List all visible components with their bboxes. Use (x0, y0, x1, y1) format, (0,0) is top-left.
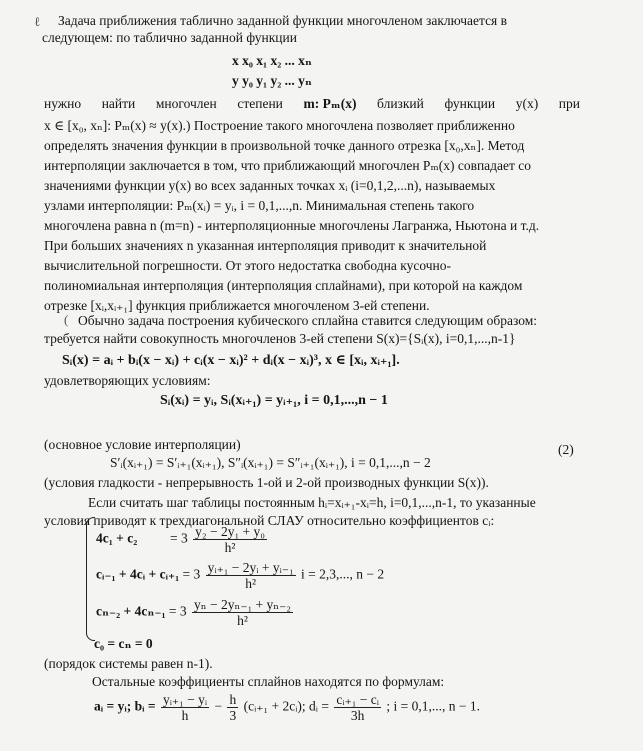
text-line: отрезке [xᵢ,xᵢ₊₁] функция приближается многочленом 3-ей степени. (44, 298, 430, 313)
smoothness-condition: S′ᵢ(xᵢ₊₁) = S′ᵢ₊₁(xᵢ₊₁), S″ᵢ(xᵢ₊₁) = S″ᵢ₊₁(xᵢ₊₁), i = 0,1,...,n − 2 (110, 455, 431, 470)
text-line: значениями функции y(x) во всех заданных точках xᵢ (i=0,1,2,...n), называемых (44, 178, 496, 193)
text-line: интерполяции заключается в том, что приближающий многочлен Pₘ(x) совпадает со (44, 158, 532, 173)
interpolation-condition: Sᵢ(xᵢ) = yᵢ, Sᵢ(xᵢ₊₁) = yᵢ₊₁, i = 0,1,...,n − 1 (160, 393, 388, 408)
coefficient-formulas: aᵢ = yᵢ; bᵢ = $\frac{\text{yᵢ₊₁ − yᵢ}}{h}$ − $\frac{h}{3}$ (cᵢ₊₁ + 2cᵢ); dᵢ = $\frac{\text{cᵢ₊₁ − cᵢ}}{3h}$ ; i = 0,1,..., n − 1. (94, 692, 480, 723)
text-line: Остальные коэффициенты сплайнов находятся по формулам: (92, 674, 445, 689)
spline-formula: Sᵢ(x) = aᵢ + bᵢ(x − xᵢ) + cᵢ(x − xᵢ)² + dᵢ(x − xᵢ)³, x ∈ [xᵢ, xᵢ₊₁]. (62, 353, 400, 368)
text-line: условия приводят к трехдиагональной СЛАУ относительно коэффициентов cᵢ: (44, 513, 495, 528)
text-line: полиномиальная интерполяция (интерполяция сплайнами), при которой на каждом (44, 278, 523, 293)
system-brace (86, 517, 95, 641)
text-line: удовлетворяющих условиям: (44, 373, 211, 388)
text-line: Если считать шаг таблицы постоянным hᵢ=xᵢ₊₁-xᵢ=h, i=0,1,...,n-1, то указанные (88, 495, 536, 510)
system-row-2: cᵢ₋₁ + 4cᵢ + cᵢ₊₁ = 3 $\frac{\text{yᵢ₊₁ − 2yᵢ + yᵢ₋₁}}{\text{h²}}$ i = 2,3,..., n − 2 (96, 560, 385, 591)
text-line: требуется найти совокупность многочленов 3-ей степени S(x)={Sᵢ(x), i=0,1,...,n-1} (44, 331, 516, 346)
text-line: нужно найти многочлен степени m: Pₘ(x) близкий функции y(x) при (44, 96, 580, 111)
equation-number: (2) (558, 442, 574, 457)
table-row-y: y y₀ y₁ y₂ ... yₙ (232, 73, 312, 88)
text-line: При больших значениях n указанная интерполяция приводит к значительной (44, 238, 487, 253)
text-line: (порядок системы равен n-1). (44, 656, 213, 671)
text-line: (основное условие интерполяции) (44, 437, 241, 452)
system-row-1: 4c₁ + c₂ = 3 $\frac{\text{y₂ − 2y₁ + y₀}}{\text{h²}}$ (96, 524, 266, 555)
text-line: (условия гладкости - непрерывность 1-ой и 2-ой производных функции S(x)). (44, 475, 489, 490)
text-line: узлами интерполяции: Pₘ(xᵢ) = yᵢ, i = 0,1,...,n. Минимальная степень такого (44, 198, 475, 213)
table-row-x: x x₀ x₁ x₂ ... xₙ (232, 53, 312, 68)
system-row-4: c₀ = cₙ = 0 (94, 636, 153, 651)
text-line: x ∈ [x₀, xₙ]: Pₘ(x) ≈ y(x).) Построение такого многочлена позволяет приближенно (44, 118, 515, 133)
text-line: многочлена равна n (m=n) - интерполяционные многочлены Лагранжа, Ньютона и т.д. (44, 218, 540, 233)
text-line: определять значения функции в произвольной точке данного отрезка [x₀,xₙ]. Метод (44, 138, 525, 153)
handwritten-mark: ( (64, 312, 69, 327)
handwritten-mark: ℓ (34, 14, 41, 29)
text-line: Обычно задача построения кубического сплайна ставится следующим образом: (78, 313, 538, 328)
text-line: вычислительной погрешности. От этого недостатка свободна кусочно- (44, 258, 452, 273)
text-line: Задача приближения таблично заданной функции многочленом заключается в (58, 13, 508, 28)
system-row-3: cₙ₋₂ + 4cₙ₋₁ = 3 $\frac{\text{yₙ − 2yₙ₋₁ + yₙ₋₂}}{\text{h²}}$ (96, 597, 291, 628)
text-line: следующем: по таблично заданной функции (42, 30, 297, 45)
